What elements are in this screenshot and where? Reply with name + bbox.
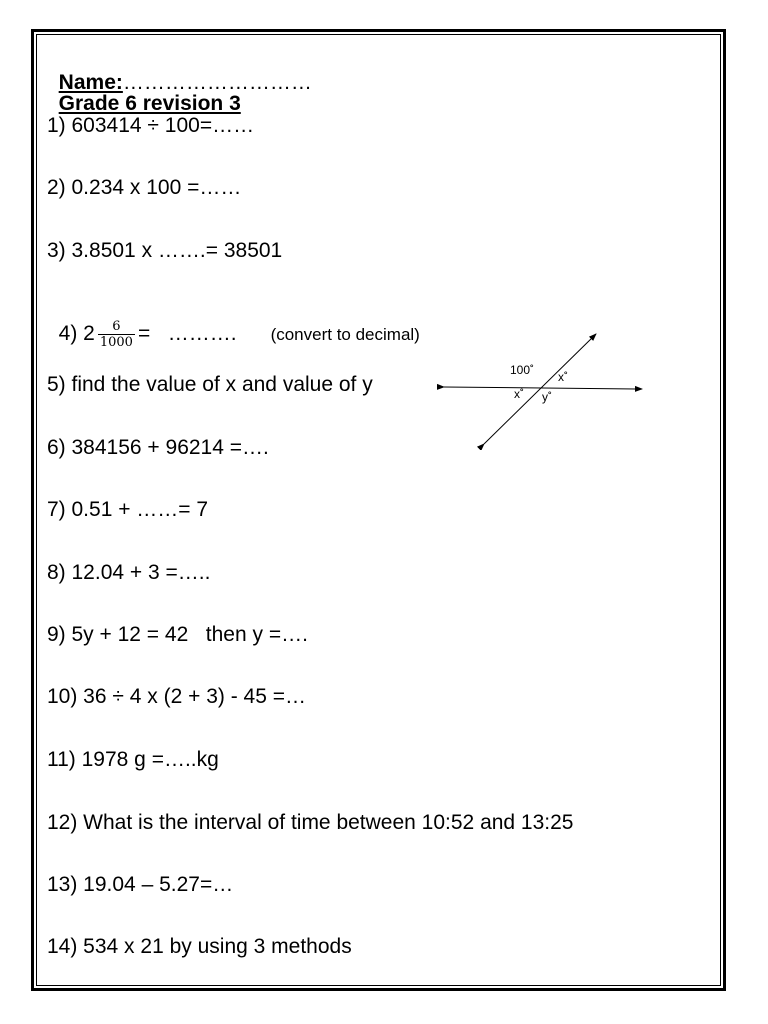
- fraction-numerator: 6: [112, 319, 121, 334]
- question-4: [47, 299, 420, 349]
- question-14: 14) 534 x 21 by using 3 methods: [47, 935, 352, 958]
- question-2: 2) 0.234 x 100 =……: [47, 176, 242, 199]
- name-blank: ………………………: [122, 71, 312, 94]
- fraction: [98, 320, 135, 349]
- question-12: 12) What is the interval of time between 10:52 and 13:25: [47, 811, 574, 834]
- question-13: 13) 19.04 – 5.27=…: [47, 873, 234, 896]
- worksheet-title: Grade 6 revision 3: [58, 92, 241, 115]
- question-4-prefix: 4) 2: [58, 322, 95, 346]
- angle-x-top-label: x˚: [558, 370, 568, 384]
- angle-diagram: [436, 326, 650, 450]
- question-5: 5) find the value of x and value of y: [47, 373, 373, 396]
- question-1: 1) 603414 ÷ 100=……: [47, 114, 255, 137]
- question-9: 9) 5y + 12 = 42 then y =….: [47, 623, 308, 646]
- angle-100-label: 100˚: [510, 363, 535, 377]
- question-10: 10) 36 ÷ 4 x (2 + 3) - 45 =…: [47, 685, 306, 708]
- worksheet-header: [47, 51, 312, 114]
- question-7: 7) 0.51 + ……= 7: [47, 498, 209, 521]
- angle-y-label: y˚: [542, 390, 552, 404]
- angle-x-bottom-label: x˚: [514, 387, 524, 401]
- question-4-suffix: = ……….: [137, 322, 237, 346]
- question-4-note: (convert to decimal): [270, 325, 420, 345]
- horizontal-line: [444, 387, 642, 389]
- question-8: 8) 12.04 + 3 =…..: [47, 561, 211, 584]
- transversal-line: [484, 334, 596, 444]
- question-11: 11) 1978 g =…..kg: [47, 748, 219, 771]
- fraction-denominator: 1000: [99, 334, 133, 350]
- question-6: 6) 384156 + 96214 =….: [47, 436, 269, 459]
- name-label: Name:: [58, 71, 123, 94]
- question-3: 3) 3.8501 x …….= 38501: [47, 239, 283, 262]
